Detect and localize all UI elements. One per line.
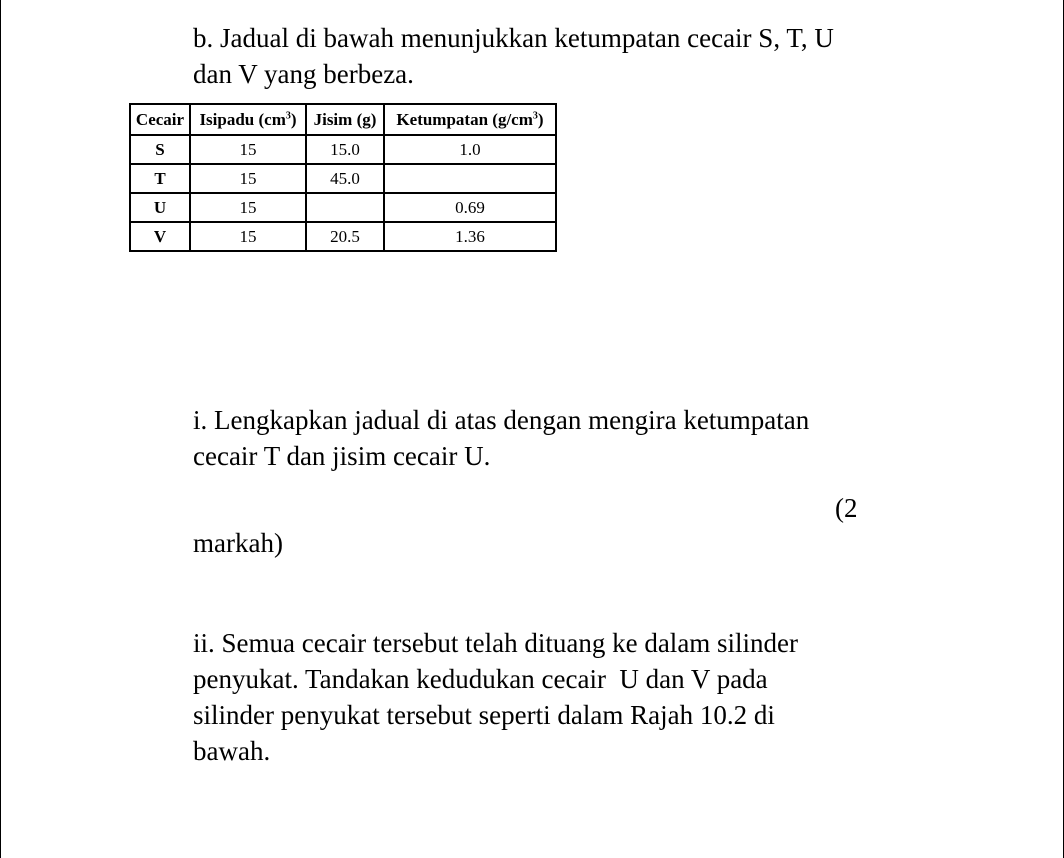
cell-mass: 15.0 [306,135,384,164]
cell-density: 1.36 [384,222,556,251]
question-i-line-1: i. Lengkapkan jadual di atas dengan mengira ketumpatan [193,405,810,435]
table-header-row [130,104,556,135]
question-i [193,402,809,474]
cell-mass: 45.0 [306,164,384,193]
density-table [129,103,557,252]
cell-liquid: S [130,135,190,164]
cell-mass-blank [306,193,384,222]
cell-mass: 20.5 [306,222,384,251]
header-liquid: Cecair [130,104,190,135]
question-b-line-1: b. Jadual di bawah menunjukkan ketumpatan cecair S, T, U [193,23,834,53]
cell-volume: 15 [190,135,306,164]
cell-density: 1.0 [384,135,556,164]
question-b [193,20,834,92]
cell-density: 0.69 [384,193,556,222]
cell-liquid: U [130,193,190,222]
header-density: Ketumpatan $(g/cm^3)$ [384,104,556,135]
cell-volume: 15 [190,222,306,251]
page-border-left [0,0,1,858]
marks-open: (2 [835,493,858,523]
question-ii [193,625,798,769]
header-volume: Isipadu $(cm^3)$ [190,104,306,135]
cell-liquid: V [130,222,190,251]
table-row [130,164,556,193]
question-ii-line-2: penyukat. Tandakan kedudukan cecair U dan V pada [193,664,768,694]
cell-liquid: T [130,164,190,193]
marks-label: markah) [193,528,283,558]
table-row [130,135,556,164]
header-mass: Jisim (g) [306,104,384,135]
table-row [130,222,556,251]
cell-volume: 15 [190,164,306,193]
question-ii-line-4: bawah. [193,736,271,766]
question-b-line-2: dan V yang berbeza. [193,59,414,89]
question-i-line-2: cecair T dan jisim cecair U. [193,441,491,471]
cell-volume: 15 [190,193,306,222]
question-ii-line-3: silinder penyukat tersebut seperti dalam Rajah 10.2 di [193,700,775,730]
cell-density-blank [384,164,556,193]
table-row [130,193,556,222]
question-ii-line-1: ii. Semua cecair tersebut telah dituang ke dalam silinder [193,628,799,658]
